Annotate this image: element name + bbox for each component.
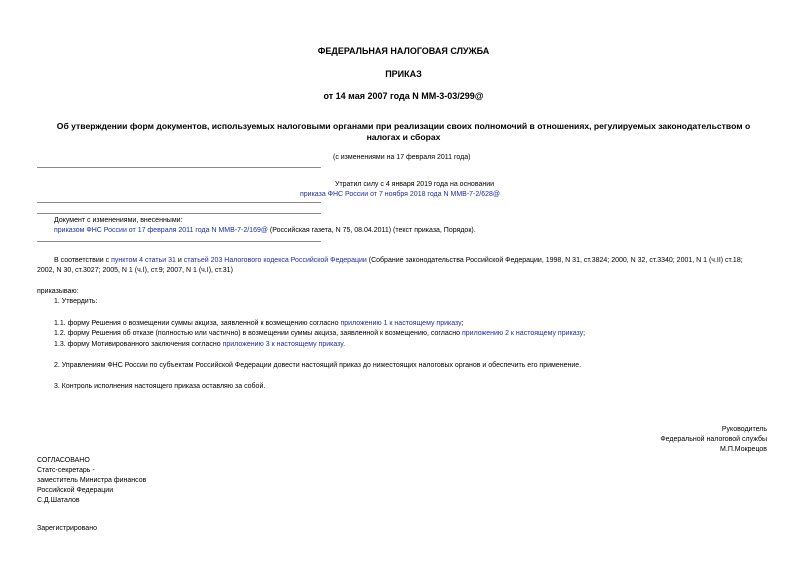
item-1-1-end: ; (461, 320, 464, 327)
title-line-1: Об утверждении форм документов, используемых налоговыми органами при реализации своих полномочий в отношениях, регулируемых законодательством о (56, 121, 751, 131)
item-1-2 (54, 329, 585, 338)
preamble-pre: В соответствии с (54, 257, 112, 264)
item-1-3-text: 1.3. форму Мотивированного заключения согласно (54, 341, 223, 348)
changes-label: Документ с изменениями, внесенными: (54, 217, 183, 224)
expired-link[interactable]: приказа ФНС России от 7 ноября 2018 года N ММВ-7-2/628@ (300, 191, 500, 198)
preamble-line-1 (54, 256, 743, 265)
registered-note: Зарегистрировано (37, 525, 97, 532)
changes-link[interactable]: приказом ФНС России от 17 февраля 2011 года N ММВ-7-2/169@ (54, 227, 268, 234)
divider-4 (37, 241, 321, 242)
item-1-3 (54, 340, 345, 349)
item-1-3-end: . (343, 341, 346, 348)
title-line-2: налогах и сборах (366, 132, 441, 142)
changes-line (54, 226, 476, 235)
agreed-line-1: Статс-секретарь - (37, 467, 95, 474)
edition-note: (с изменениями на 17 февраля 2011 года) (333, 154, 471, 161)
agreed-line-3: Российской Федерации (37, 487, 114, 494)
item-1: 1. Утвердить: (54, 298, 98, 305)
item-1-2-text: 1.2. форму Решения об отказе (полностью или частично) в возмещении суммы акциза, заявленной к возмещению, согласно (54, 330, 462, 337)
doc-type-heading: ПРИКАЗ (385, 69, 422, 79)
date-number-heading: от 14 мая 2007 года N ММ-3-03/299@ (323, 91, 484, 101)
order-word: приказываю: (37, 288, 79, 295)
divider-1 (37, 167, 321, 168)
item-3: 3. Контроль исполнения настоящего приказа оставляю за собой. (54, 383, 266, 390)
appendix-2-link[interactable]: приложению 2 к настоящему приказу (461, 330, 584, 337)
agreed-line-2: заместитель Министра финансов (37, 477, 147, 484)
changes-rest: (Российская газета, N 75, 08.04.2011) (текст приказа, Порядок). (267, 227, 476, 234)
item-1-2-end: ; (583, 330, 586, 337)
signature-title: Руководитель (721, 426, 767, 433)
preamble-post: (Собрание законодательства Российской Федерации, 1998, N 31, ст.3824; 2000, N 32, ст.3340; 2001, N 1 (ч.II) ст.18; (366, 257, 743, 264)
preamble-line-2: 2002, N 30, ст.3027; 2005, N 1 (ч.I), ст.9; 2007, N 1 (ч.I), ст.31) (37, 267, 233, 274)
divider-2 (37, 202, 321, 203)
agency-heading: ФЕДЕРАЛЬНАЯ НАЛОГОВАЯ СЛУЖБА (317, 46, 490, 56)
agreed-title: СОГЛАСОВАНО (37, 457, 90, 464)
preamble-link-article31[interactable]: пунктом 4 статьи 31 (111, 257, 176, 264)
item-1-1-text: 1.1. форму Решения о возмещении суммы акциза, заявленной к возмещению согласно (54, 320, 341, 327)
appendix-1-link[interactable]: приложению 1 к настоящему приказу (340, 320, 462, 327)
signature-name: М.П.Мокрецов (720, 446, 767, 453)
agreed-line-4: С.Д.Шаталов (37, 497, 80, 504)
expired-text: Утратил силу с 4 января 2019 года на основании (335, 181, 495, 188)
item-1-1 (54, 319, 464, 328)
signature-org: Федеральной налоговой службы (660, 436, 767, 443)
appendix-3-link[interactable]: приложению 3 к настоящему приказу (222, 341, 344, 348)
preamble-mid: и (175, 257, 184, 264)
preamble-link-article203[interactable]: статьей 203 Налогового кодекса Российской Федерации (183, 257, 367, 264)
item-2: 2. Управлениям ФНС России по субъектам Российской Федерации довести настоящий приказ до нижестоящих налоговых органов и обеспечить его применение. (54, 362, 582, 369)
divider-3 (37, 213, 321, 214)
